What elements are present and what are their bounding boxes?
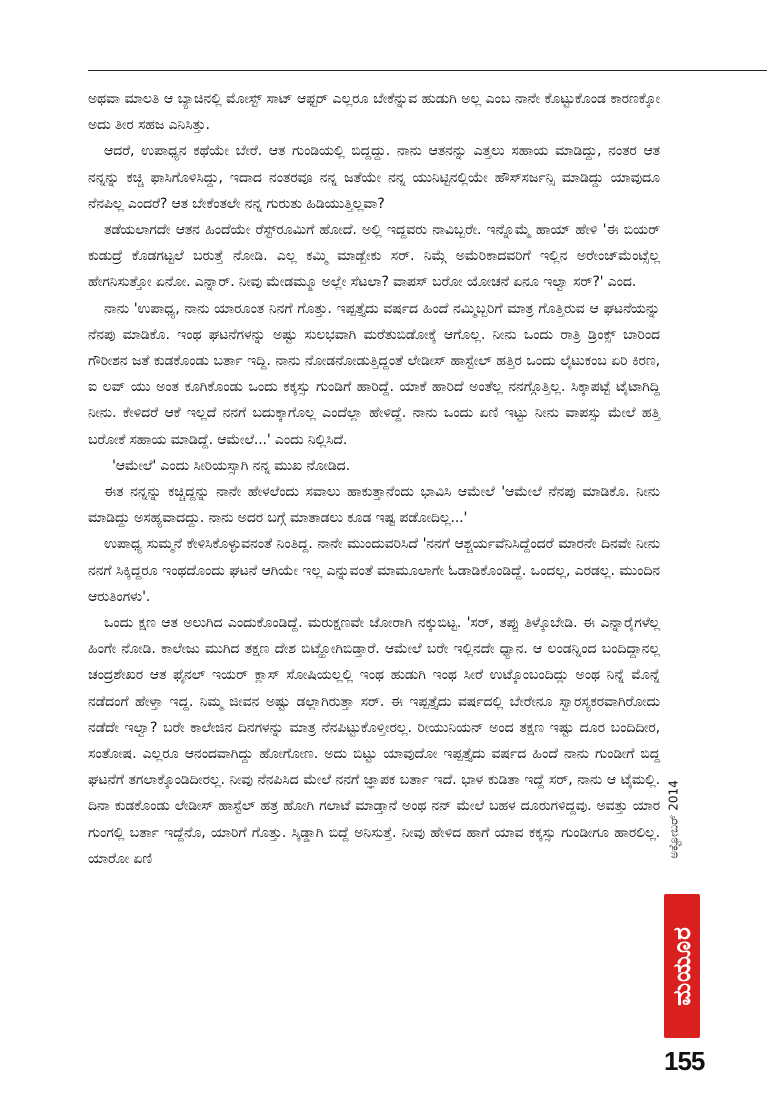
paragraph: ನಾನು 'ಉಪಾಧ್ಯ, ನಾನು ಯಾರೂಂತ ನಿನಗೆ ಗೊತ್ತು. ಇಪ್ಪತ್ತೈದು ವರ್ಷದ ಹಿಂದೆ ನಮ್ಮಿಬ್ಬರಿಗೆ ಮಾತ್ರ ಗೊತ್ತಿರುವ ಆ ಘಟನೆಯನ್ನು ನೆನಪು ಮಾಡಿಕೊ. ಇಂಥ ಘಟನೆಗಳನ್ನು ಅಷ್ಟು ಸುಲಭವಾಗಿ ಮರೆತುಬಿಡೋಕ್ಕೆ ಆಗೊಲ್ಲ. ನೀನು ಒಂದು ರಾತ್ರಿ ಡ್ರಿಂಕ್ಸ್ ಬಾರಿಂದ ಗೌರೀಶನ ಜತೆ ಕುಡಕೊಂಡು ಬರ್ತಾ ಇದ್ದಿ. ನಾನು ನೋಡನೋಡುತ್ತಿದ್ದಂತೆ ಲೇಡೀಸ್ ಹಾಸ್ಟೇಲ್ ಹತ್ತಿರ ಒಂದು ಲೈಟುಕಂಬ ಏರಿ ಕಿರಣ, ಐ ಲವ್ ಯು ಅಂತ ಕೂಗಿಕೊಂಡು ಒಂದು ಕಕ್ಕಸ್ಸು ಗುಂಡಿಗೆ ಹಾರಿದ್ದೆ. ಯಾಕೆ ಹಾರಿದೆ ಅಂತೆಲ್ಲ ನನಗ್ಗೊತ್ತಿಲ್ಲ. ಸಿಕ್ಕಾಪಟ್ಟೆ ಟೈಟಾಗಿದ್ದಿ ನೀನು. ಕೇಳಿದರೆ ಆಕೆ ಇಲ್ಲದೆ ನನಗೆ ಬದುಕ್ಕಾಗೊಲ್ಲ ಎಂದೆಲ್ಲಾ ಹೇಳಿದ್ದೆ. ನಾನು ಒಂದು ಏಣಿ ಇಟ್ಟು ನೀನು ವಾಪಸ್ಸು ಮೇಲೆ ಹತ್ತಿ ಬರೋಕೆ ಸಹಾಯ ಮಾಡಿದ್ದೆ. ಆಮೇಲೆ...' ಎಂದು ನಿಲ್ಲಿಸಿದೆ.	[88, 300, 660, 448]
paragraph: ಒಂದು ಕ್ಷಣ ಆತ ಅಲುಗಿದ ಎಂದುಕೊಂಡಿದ್ದೆ. ಮರುಕ್ಷಣವೇ ಜೋರಾಗಿ ನಕ್ಕುಬಿಟ್ಟ. 'ಸರ್, ತಪ್ಪು ತಿಳ್ಕೊಬೇಡಿ. ಈ ಎನ್ನಾರೈಗಳೆಲ್ಲ ಹಿಂಗೇ ನೋಡಿ. ಕಾಲೇಜು ಮುಗಿದ ತಕ್ಷಣ ದೇಶ ಬಿಟ್ಹೋಗಿಬಿಡ್ತಾರೆ. ಆಮೇಲೆ ಬರೇ ಇಲ್ಲಿನದೇ ಧ್ಯಾನ. ಆ ಲಂಡನ್ನಿಂದ ಬಂದಿದ್ದಾನಲ್ಲ ಚಂದ್ರಶೇಖರ ಆತ ಫೈನಲ್ ಇಯರ್ ಕ್ಲಾಸ್ ಸೋಷಿಯಲ್ಲಲ್ಲಿ ಇಂಥ ಹುಡುಗಿ ಇಂಥ ಸೀರೆ ಉಟ್ಕೊಂಬಂದಿದ್ಲು ಅಂಥ ನಿನ್ನೆ ಮೊನ್ನೆ ನಡೆದಂಗೆ ಹೇಳ್ತಾ ಇದ್ದ. ನಿಮ್ಮ ಜೀವನ ಅಷ್ಟು ಡಲ್ಲಾಗಿರುತ್ತಾ ಸರ್. ಈ ಇಪ್ಪತ್ತೈದು ವರ್ಷದಲ್ಲಿ ಬೇರೇನೂ ಸ್ವಾರಸ್ಯಕರವಾಗಿರೋದು ನಡೆದೇ ಇಲ್ವಾ? ಬರೇ ಕಾಲೇಜಿನ ದಿನಗಳನ್ನು ಮಾತ್ರ ನೆನಪಿಟ್ಟುಕೊಳ್ತೀರಲ್ಲ. ರೀಯುನಿಯನ್ ಅಂದ ತಕ್ಷಣ ಇಷ್ಟು ದೂರ ಬಂದಿದೀರ, ಸಂತೋಷ. ಎಲ್ಲರೂ ಆನಂದವಾಗಿದ್ದು ಹೋಗೋಣ. ಅದು ಬಿಟ್ಟು ಯಾವುದೋ ಇಪ್ಪತ್ತೈದು ವರ್ಷದ ಹಿಂದೆ ನಾನು ಗುಂಡೀಗೆ ಬಿದ್ದ ಘಟನೆಗೆ ತಗಲಾಕ್ಕೊಂಡಿದೀರಲ್ಲ. ನೀವು ನೆನಪಿಸಿದ ಮೇಲೆ ನನಗೆ ಜ್ಞಾಪಕ ಬರ್ತಾ ಇದೆ. ಭಾಳ ಕುಡಿತಾ ಇದ್ದೆ ಸರ್, ನಾನು ಆ ಟೈಮಲ್ಲಿ. ದಿನಾ ಕುಡಕೊಂಡು ಲೇಡೀಸ್ ಹಾಸ್ಟೆಲ್ ಹತ್ರ ಹೋಗಿ ಗಲಾಟೆ ಮಾಡ್ತಾನೆ ಅಂಥ ನನ್ ಮೇಲೆ ಬಹಳ ದೂರುಗಳಿದ್ದವು. ಅವತ್ತು ಯಾರ ಗುಂಗಲ್ಲಿ ಬರ್ತಾ ಇದ್ದೆನೊ, ಯಾರಿಗೆ ಗೊತ್ತು. ಸ್ಕಿಡ್ಡಾಗಿ ಬಿದ್ದೆ ಅನಿಸುತ್ತೆ. ನೀವು ಹೇಳಿದ ಹಾಗೆ ಯಾವ ಕಕ್ಕಸ್ಸು ಗುಂಡೀಗೂ ಹಾರಲಿಲ್ಲ. ಯಾರೋ ಏಣಿ	[88, 615, 660, 867]
issue-date-text: ಅಕ್ಟೋಬರ್ 2014	[666, 779, 681, 859]
page-number: 155	[664, 1046, 705, 1076]
article-body	[88, 86, 660, 872]
magazine-logo-text: ಮಯೂರ	[668, 926, 697, 1006]
paragraph: ಉಪಾಧ್ಯ ಸುಮ್ಮನೆ ಕೇಳಿಸಿಕೊಳ್ಳುವನಂತೆ ನಿಂತಿದ್ದ. ನಾನೇ ಮುಂದುವರಿಸಿದೆ 'ನನಗೆ ಆಶ್ಚರ್ಯವೆನಿಸಿದ್ದೆಂದರೆ ಮಾರನೇ ದಿನವೇ ನೀನು ನನಗೆ ಸಿಕ್ಕಿದ್ದರೂ ಇಂಥದೊಂದು ಘಟನೆ ಆಗಿಯೇ ಇಲ್ಲ ಎನ್ನುವಂತೆ ಮಾಮೂಲಾಗೇ ಓಡಾಡಿಕೊಂಡಿದ್ದೆ. ಒಂದಲ್ಲ, ಎರಡಲ್ಲ. ಮುಂದಿನ ಆರುತಿಂಗಳು'.	[88, 536, 660, 605]
magazine-logo	[664, 894, 700, 1038]
paragraph: ಆದರೆ, ಉಪಾಧ್ಯನ ಕಥೆಯೇ ಬೇರೆ. ಆತ ಗುಂಡಿಯಲ್ಲಿ ಬಿದ್ದದ್ದು. ನಾನು ಆತನನ್ನು ಎತ್ತಲು ಸಹಾಯ ಮಾಡಿದ್ದು, ನಂತರ ಆತ ನನ್ನನ್ನು ಕಚ್ಚಿ ಫಾಸಿಗೊಳಿಸಿದ್ದು, ಇದಾದ ನಂತರವೂ ನನ್ನ ಜತೆಯೇ ನನ್ನ ಯುನಿಟ್ಟಿನಲ್ಲಿಯೇ ಹೌಸ್‌ಸರ್ಜನ್ಸಿ ಮಾಡಿದ್ದು ಯಾವುದೂ ನೆನಪಿಲ್ಲ ಎಂದರೆ? ಆತ ಬೇಕೆಂತಲೇ ನನ್ನ ಗುರುತು ಹಿಡಿಯುತ್ತಿಲ್ಲವಾ?	[88, 143, 660, 212]
paragraph: 'ಆಮೇಲೆ' ಎಂದು ಸೀರಿಯಸ್ಸಾಗಿ ನನ್ನ ಮುಖ ನೋಡಿದ.	[112, 457, 350, 474]
issue-date	[664, 754, 684, 884]
paragraph: ಅಥವಾ ಮಾಲತಿ ಆ ಬ್ಯಾಚಿನಲ್ಲಿ ಮೋಸ್ಟ್ ಸಾಟ್ ಆಫ್ಟರ್ ಎಲ್ಲರೂ ಬೇಕೆನ್ನುವ ಹುಡುಗಿ ಅಲ್ಲ ಎಂಬ ನಾನೇ ಕೊಟ್ಟುಕೊಂಡ ಕಾರಣಕ್ಕೋ ಅದು ತೀರ ಸಹಜ ಎನಿಸಿತ್ತು.	[88, 91, 660, 134]
header-rule	[88, 70, 767, 71]
magazine-side-banner	[664, 754, 702, 1038]
paragraph: ಈತ ನನ್ನನ್ನು ಕಚ್ಚಿದ್ದನ್ನು ನಾನೇ ಹೇಳಲೆಂದು ಸವಾಲು ಹಾಕುತ್ತಾನೆಂದು ಭಾವಿಸಿ ಆಮೇಲೆ 'ಆಮೇಲೆ ನೆನಪು ಮಾಡಿಕೊ. ನೀನು ಮಾಡಿದ್ದು ಅಸಹ್ಯವಾದದ್ದು. ನಾನು ಅದರ ಬಗ್ಗೆ ಮಾತಾಡಲು ಕೂಡ ಇಷ್ಟ ಪಡೋದಿಲ್ಲ...'	[88, 484, 660, 527]
paragraph: ತಡೆಯಲಾಗದೇ ಆತನ ಹಿಂದೆಯೇ ರೆಸ್ಟ್‌ರೂಮಿಗೆ ಹೋದೆ. ಅಲ್ಲಿ ಇದ್ದವರು ನಾವಿಬ್ಬರೇ. ಇನ್ನೊಮ್ಮೆ ಹಾಯ್ ಹೇಳಿ 'ಈ ಬಿಯರ್ ಕುಡುದ್ರೆ ಕೊಡಗಟ್ಟಲೆ ಬರುತ್ತೆ ನೋಡಿ. ಎಲ್ಲ ಕಮ್ಮಿ ಮಾಡ್ಬೇಕು ಸರ್. ನಿಮ್ಗೆ ಅಮೆರಿಕಾದವರಿಗೆ ಇಲ್ಲಿನ ಅರೇಂಜ್‌ಮೆಂಟ್ಸೆಲ್ಲ ಹೇಗನಿಸುತ್ತೋ ಏನೋ. ಎನ್ನಾರ್. ನೀವು ಮೇಡಮ್ಮೂ ಅಲ್ಲೇ ಸೆಟಲಾ? ವಾಪಸ್ ಬರೋ ಯೋಚನೆ ಏನೂ ಇಲ್ವಾ ಸರ್?' ಎಂದ.	[88, 222, 660, 291]
